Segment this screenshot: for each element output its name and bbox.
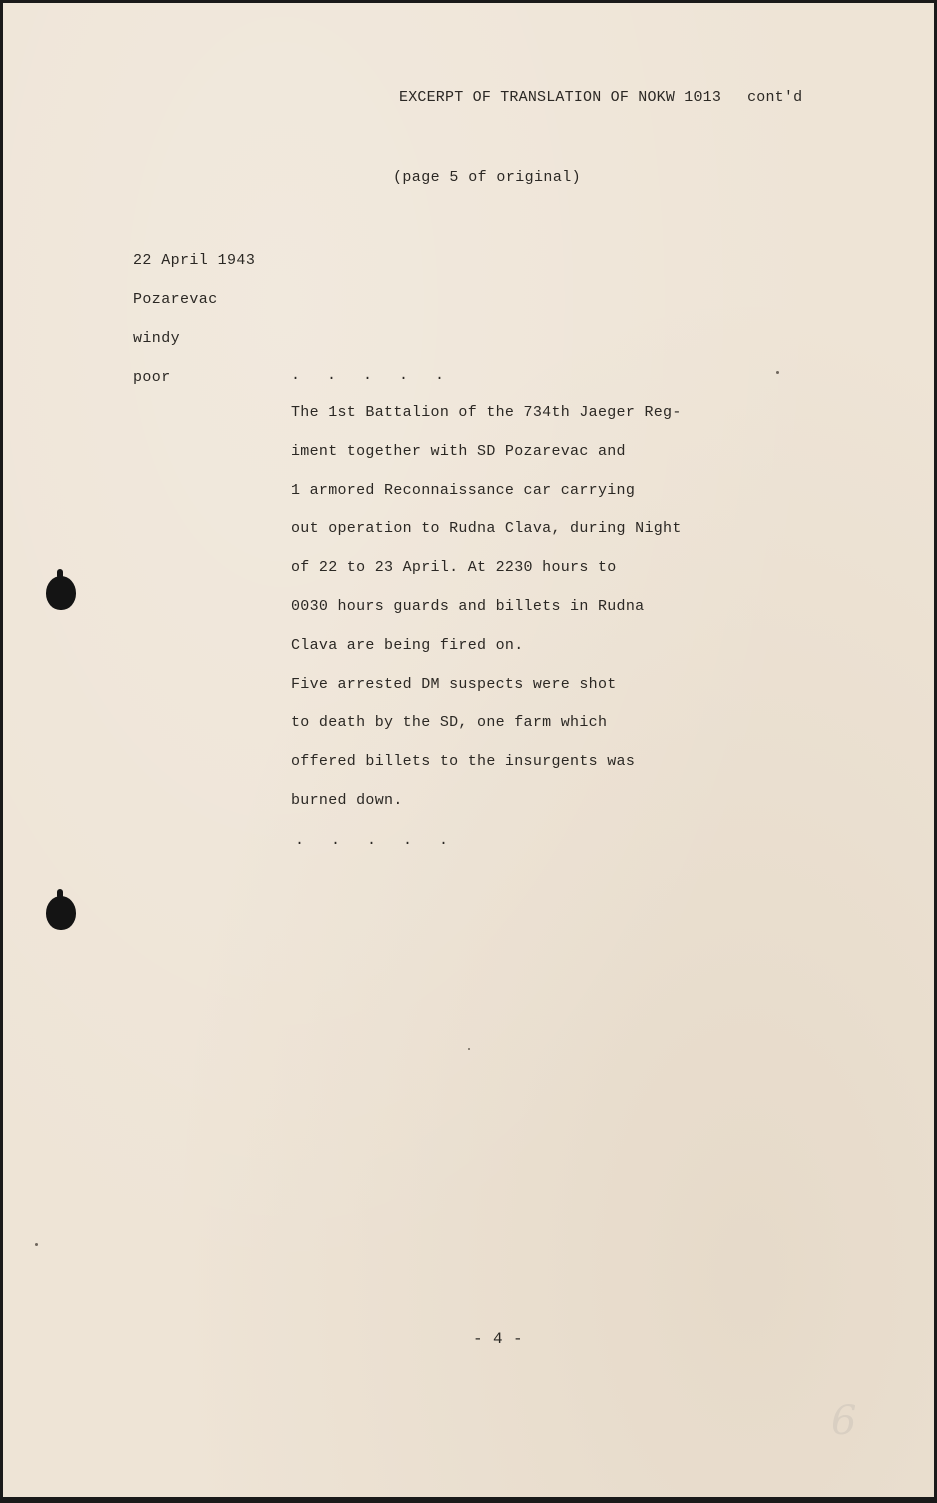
margin-condition: poor: [133, 369, 171, 386]
body-line: 0030 hours guards and billets in Rudna: [291, 597, 645, 615]
paper-speck: [35, 1243, 38, 1246]
margin-weather: windy: [133, 330, 181, 347]
body-line: burned down.: [291, 791, 403, 809]
document-page: [3, 3, 934, 1497]
omission-marks-bottom: . . . . .: [295, 832, 458, 849]
document-header: [399, 89, 802, 106]
report-body: [291, 402, 682, 829]
punch-hole-bottom: [46, 896, 76, 930]
body-line: Five arrested DM suspects were shot: [291, 675, 617, 693]
body-line: of 22 to 23 April. At 2230 hours to: [291, 559, 617, 577]
paper-speck: [468, 1048, 470, 1050]
header-continued: cont'd: [747, 89, 803, 106]
punch-hole-top: [46, 576, 76, 610]
body-line: offered billets to the insurgents was: [291, 753, 636, 771]
page-number: - 4 -: [473, 1330, 524, 1348]
body-line: iment together with SD Pozarevac and: [291, 442, 626, 460]
original-page-reference: (page 5 of original): [393, 169, 582, 186]
body-line: to death by the SD, one farm which: [291, 714, 608, 732]
body-line: 1 armored Reconnaissance car carrying: [291, 481, 636, 499]
header-title: EXCERPT OF TRANSLATION OF NOKW 1013: [399, 89, 722, 106]
handwritten-page-note: 6: [831, 1398, 857, 1444]
omission-marks-top: . . . . .: [291, 367, 454, 384]
paper-speck: [776, 371, 779, 374]
body-line: The 1st Battalion of the 734th Jaeger Reg-: [291, 404, 682, 421]
margin-place: Pozarevac: [133, 291, 218, 308]
margin-date: 22 April 1943: [133, 252, 256, 269]
body-line: Clava are being fired on.: [291, 636, 524, 654]
body-line: out operation to Rudna Clava, during Night: [291, 520, 682, 538]
